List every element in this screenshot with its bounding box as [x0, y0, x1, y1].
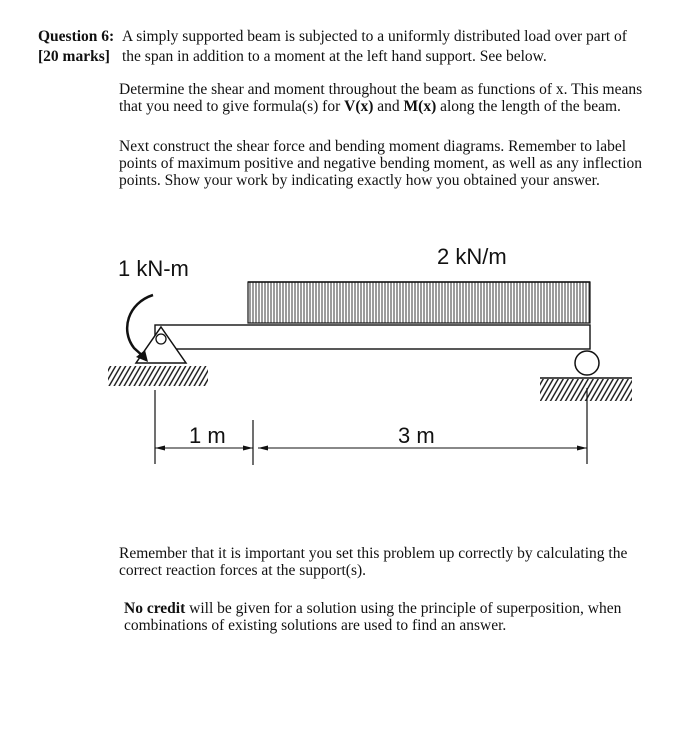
para1-line1: Determine the shear and moment throughout the beam as functions of x. This means — [119, 81, 643, 98]
load-label: 2 kN/m — [437, 244, 507, 269]
question-text-line2: the span in addition to a moment at the left hand support. See below. — [122, 48, 547, 65]
para2-line1: Next construct the shear force and bending moment diagrams. Remember to label — [119, 138, 627, 155]
instructions-paragraph-4 — [124, 600, 664, 634]
para4-line1: No credit will be given for a solution using the principle of superposition, when — [124, 600, 622, 617]
para1-line2: that you need to give formula(s) for V(x) and M(x) along the length of the beam. — [119, 98, 621, 115]
dimension-3m-label: 3 m — [398, 423, 435, 448]
para2-line2: points of maximum positive and negative bending moment, as well as any inflection — [119, 155, 643, 172]
para4-line2: combinations of existing solutions are used to find an answer. — [124, 617, 507, 634]
question-text-line1: A simply supported beam is subjected to a uniformly distributed load over part of — [122, 28, 627, 45]
para3-line1: Remember that it is important you set this problem up correctly by calculating the — [119, 545, 628, 562]
distributed-load — [248, 282, 590, 323]
para3-line2: correct reaction forces at the support(s). — [119, 562, 367, 579]
moment-label: 1 kN-m — [118, 256, 189, 281]
question-marks: [20 marks] — [38, 48, 110, 65]
para2-line3: points. Show your work by indicating exactly how you obtained your answer. — [119, 172, 600, 189]
instructions-paragraph-3 — [119, 545, 659, 579]
dimension-1m-label: 1 m — [189, 423, 226, 448]
question-label: Question 6: — [38, 28, 115, 45]
roller-support — [540, 351, 632, 401]
beam — [155, 325, 590, 349]
